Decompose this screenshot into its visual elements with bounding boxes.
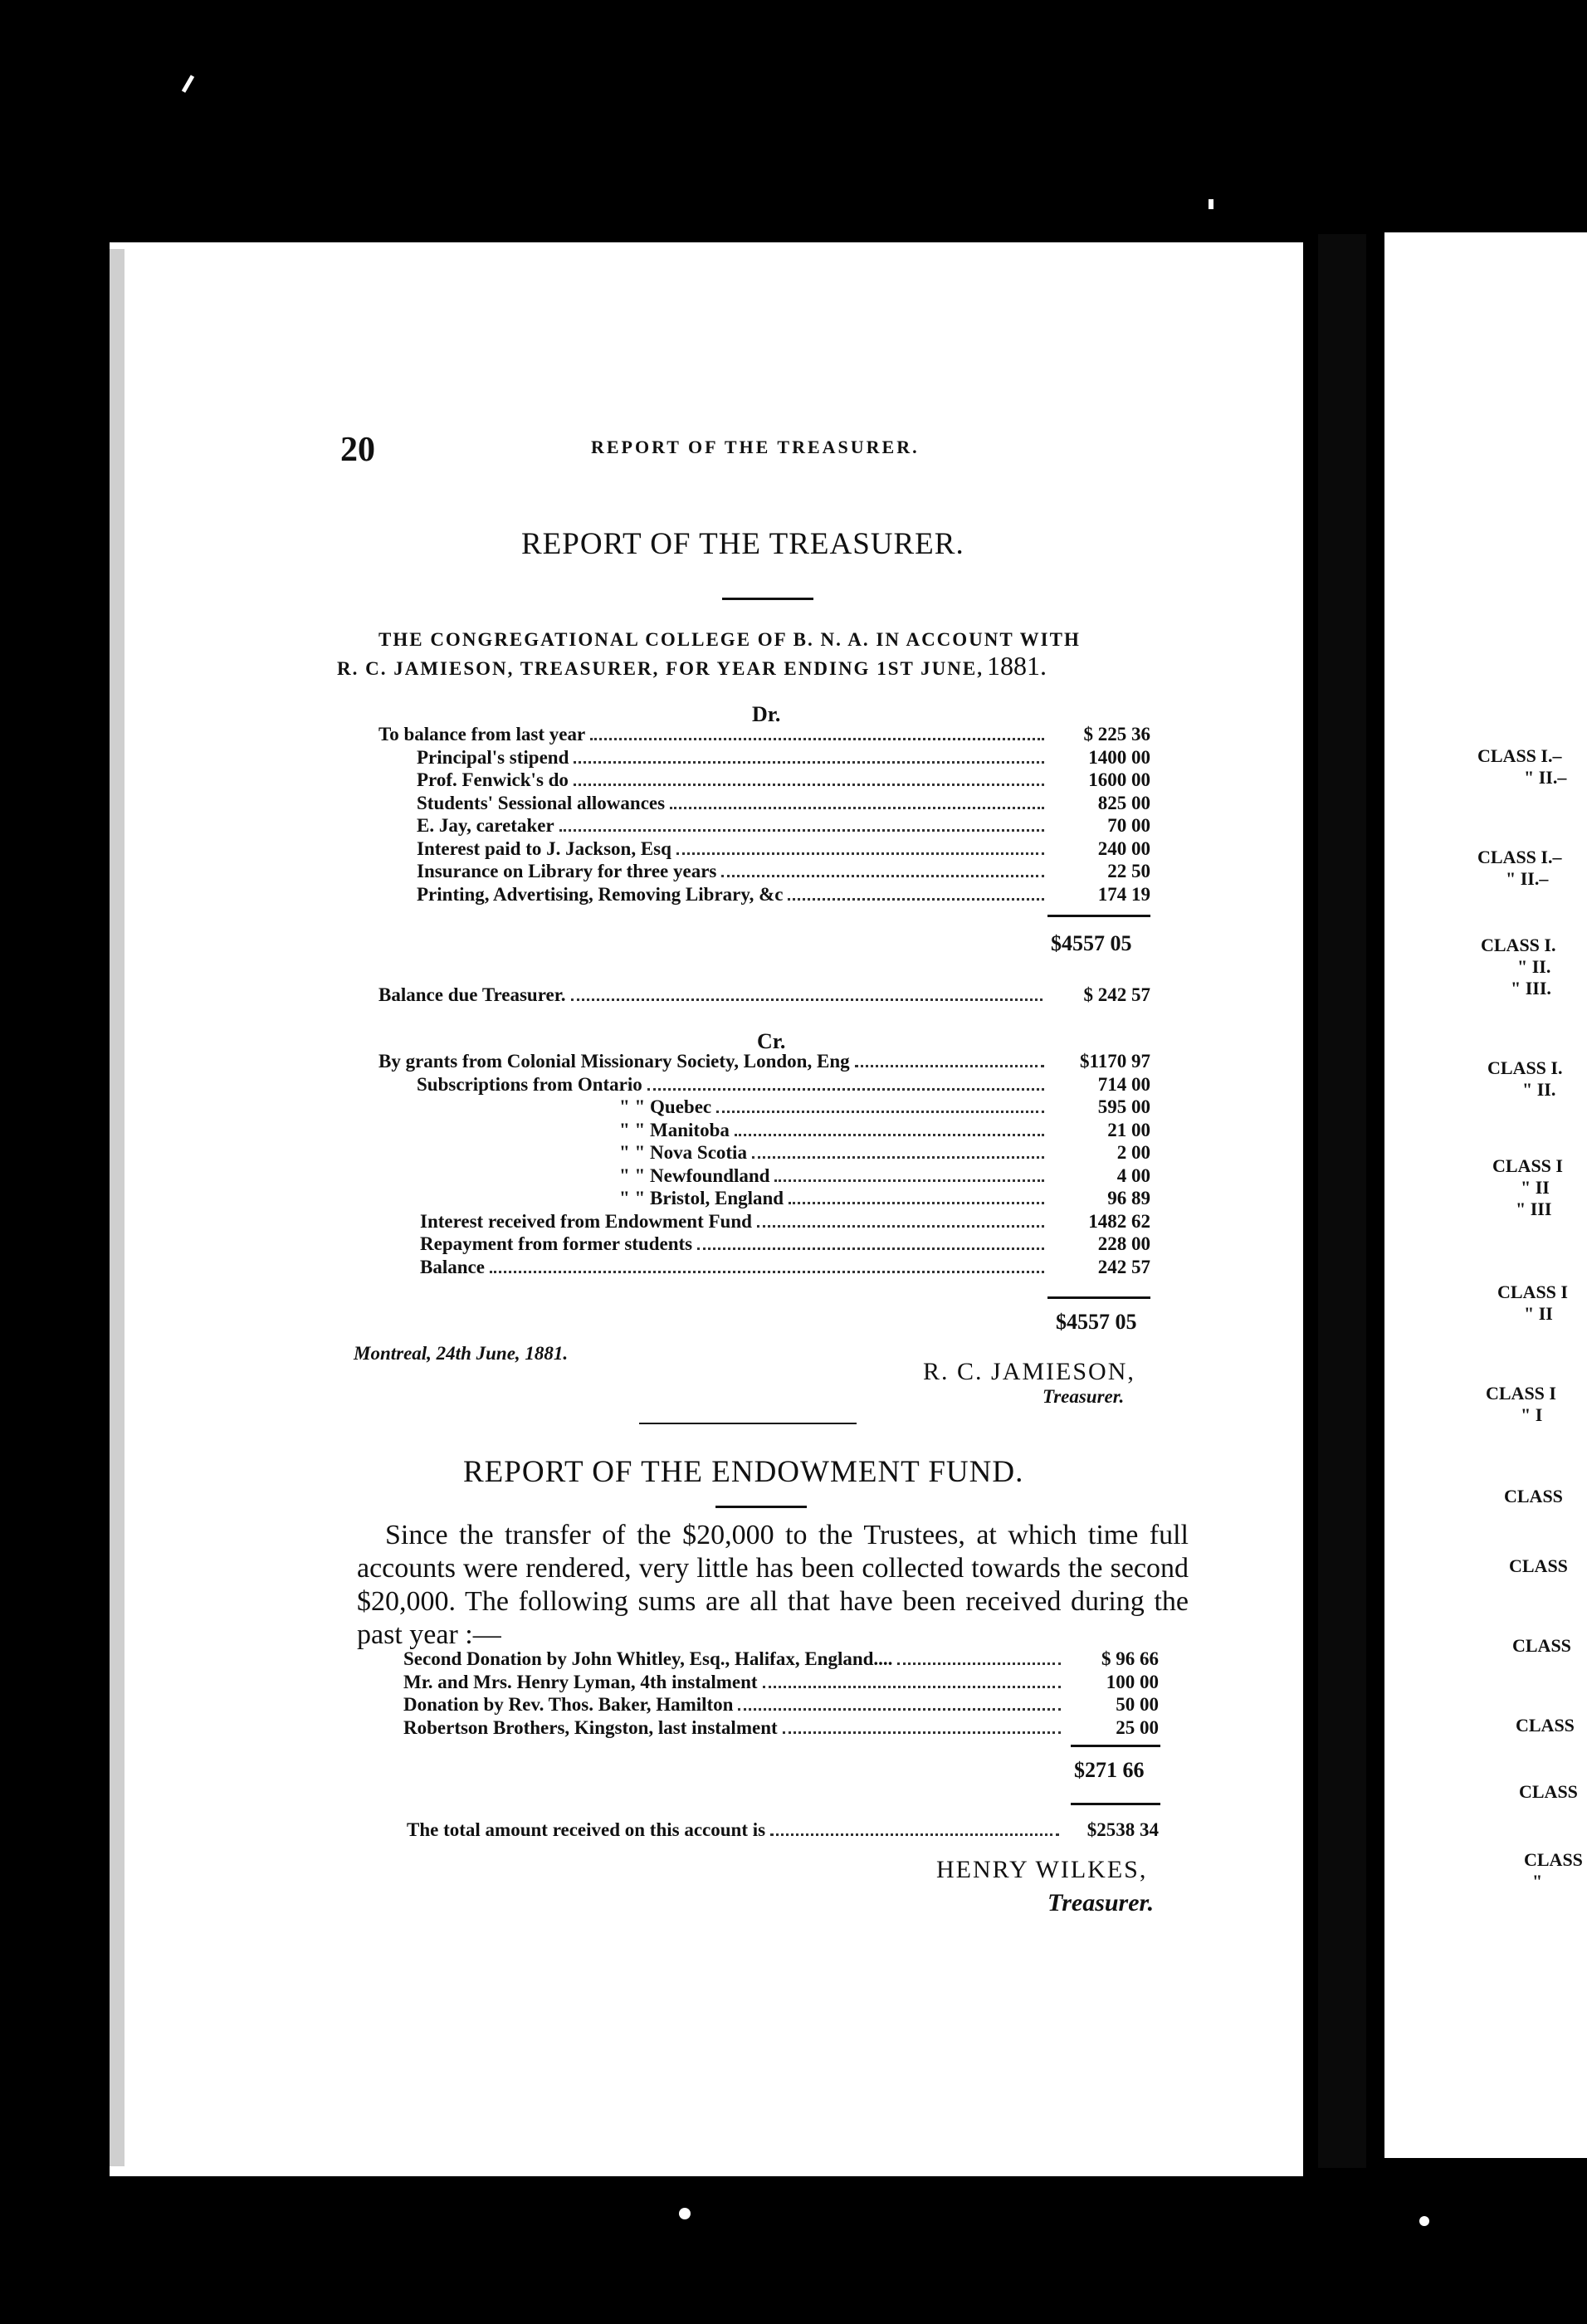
- facing-page-fragment: CLASS I.: [1481, 935, 1556, 955]
- ledger-label: Mr. and Mrs. Henry Lyman, 4th instalment: [403, 1671, 758, 1692]
- dot-leader: [716, 1111, 1044, 1113]
- dot-leader: [647, 1088, 1044, 1091]
- ledger-label: Principal's stipend: [417, 746, 569, 768]
- ledger-label: " " Quebec: [619, 1096, 712, 1117]
- endowment-total-row: [407, 1819, 1159, 1843]
- endowment-title-rule: [715, 1506, 807, 1508]
- ledger-amount: 714 00: [1097, 1073, 1150, 1095]
- ledger-label: Insurance on Library for three years: [417, 861, 717, 881]
- ledger-row: [378, 1142, 1150, 1165]
- ledger-row: [378, 1233, 1150, 1257]
- ledger-row: [407, 1819, 1159, 1843]
- treasurer-report-title: REPORT OF THE TREASURER.: [521, 527, 964, 561]
- dot-leader: [774, 1179, 1044, 1182]
- dot-leader: [855, 1065, 1044, 1067]
- ledger-amount: 1482 62: [1088, 1210, 1150, 1232]
- ledger-amount: 825 00: [1097, 792, 1150, 813]
- facing-page-fragment: CLASS I.: [1487, 1057, 1563, 1078]
- ledger-label: Prof. Fenwick's do: [417, 769, 569, 790]
- facing-page-fragment: " II: [1521, 1177, 1550, 1198]
- facing-page-fragment: " II: [1524, 1303, 1553, 1324]
- scan-speck: [182, 75, 194, 93]
- facing-page-fragment: " II.: [1522, 1079, 1556, 1100]
- ledger-label: Balance: [420, 1256, 485, 1277]
- facing-page-fragment: CLASS I.–: [1477, 745, 1562, 766]
- cr-total: $4557 05: [1056, 1310, 1137, 1334]
- endowment-total-label: The total amount received on this account is: [407, 1819, 766, 1840]
- ledger-label: " " Bristol, England: [619, 1188, 784, 1208]
- dot-leader: [574, 784, 1044, 786]
- ledger-label: Robertson Brothers, Kingston, last instalment: [403, 1716, 778, 1738]
- dot-leader: [590, 738, 1044, 740]
- debit-ledger: [378, 724, 1150, 906]
- cr-label: Cr.: [757, 1029, 786, 1053]
- endow-subtotal-rule: [1071, 1745, 1160, 1747]
- balance-row: [378, 984, 1150, 1008]
- ledger-label: " " Nova Scotia: [619, 1142, 747, 1163]
- dot-leader: [670, 807, 1044, 809]
- facing-page-fragment: " II.–: [1524, 767, 1567, 788]
- endow-subtotal: $271 66: [1074, 1758, 1145, 1782]
- ledger-amount: 96 89: [1107, 1188, 1150, 1208]
- facing-page-fragment: " III: [1516, 1199, 1552, 1219]
- account-subtitle-line2: [337, 651, 1047, 681]
- ledger-amount: 228 00: [1097, 1233, 1150, 1254]
- ledger-label: Second Donation by John Whitley, Esq., Halifax, England....: [403, 1648, 893, 1669]
- facing-page-fragment: CLASS I: [1486, 1383, 1556, 1404]
- title-rule: [722, 598, 813, 600]
- ledger-row: [378, 815, 1150, 838]
- balance-label: Balance due Treasurer.: [378, 984, 566, 1005]
- dot-leader: [752, 1156, 1044, 1159]
- book-gutter: [1318, 234, 1366, 2168]
- ledger-label: E. Jay, caretaker: [417, 815, 554, 836]
- ledger-row: [378, 1211, 1150, 1234]
- credit-ledger: [378, 1051, 1150, 1279]
- ledger-amount: 50 00: [1116, 1694, 1159, 1715]
- ledger-row: [378, 1051, 1150, 1074]
- ledger-amount: 21 00: [1107, 1119, 1150, 1140]
- endowment-ledger: [403, 1648, 1159, 1740]
- endowment-signature-title: Treasurer.: [1047, 1889, 1155, 1916]
- treasurer-signature-title: Treasurer.: [1043, 1386, 1125, 1407]
- dr-total-rule: [1047, 915, 1150, 917]
- facing-page-fragment: CLASS: [1524, 1849, 1583, 1870]
- ledger-amount: 242 57: [1097, 1256, 1150, 1277]
- ledger-amount: 25 00: [1116, 1716, 1159, 1738]
- dot-leader: [697, 1247, 1044, 1250]
- ledger-row: [378, 1165, 1150, 1189]
- scan-speck: [679, 2208, 691, 2219]
- endowment-signature-name: HENRY WILKES,: [936, 1856, 1148, 1883]
- endowment-paragraph: Since the transfer of the $20,000 to the Trustees, at which time full accounts were rendered, very little has been collected towards the second $20,000. The following sums are all that have been received during the past year :—: [357, 1520, 1189, 1650]
- scan-speck: [1209, 199, 1213, 209]
- dot-leader: [490, 1271, 1044, 1273]
- account-subtitle-line1: THE CONGREGATIONAL COLLEGE OF B. N. A. IN ACCOUNT WITH: [378, 629, 1081, 650]
- facing-page-fragment: CLASS: [1504, 1486, 1563, 1506]
- ledger-label: " " Newfoundland: [619, 1164, 770, 1186]
- endowment-report-title: REPORT OF THE ENDOWMENT FUND.: [463, 1455, 1024, 1489]
- ledger-row: [378, 984, 1150, 1008]
- ledger-row: [403, 1694, 1159, 1717]
- dot-leader: [738, 1708, 1061, 1711]
- dr-label: Dr.: [752, 702, 781, 726]
- place-date: Montreal, 24th June, 1881.: [354, 1343, 569, 1364]
- ledger-label: To balance from last year: [378, 724, 586, 745]
- ledger-amount: $ 225 36: [1083, 724, 1150, 745]
- facing-page-fragment: CLASS: [1516, 1715, 1575, 1736]
- ledger-amount: 100 00: [1106, 1671, 1159, 1692]
- dot-leader: [757, 1225, 1044, 1228]
- ledger-amount: 240 00: [1097, 837, 1150, 859]
- page-number: 20: [340, 431, 375, 469]
- ledger-amount: $ 96 66: [1101, 1648, 1159, 1669]
- facing-page-fragment: CLASS: [1512, 1635, 1571, 1656]
- dot-leader: [788, 898, 1044, 901]
- ledger-label: " " Manitoba: [619, 1119, 730, 1140]
- ledger-row: [378, 747, 1150, 770]
- ledger-label: Interest paid to J. Jackson, Esq: [417, 837, 671, 859]
- facing-page-fragment: " I: [1521, 1404, 1543, 1425]
- dot-leader: [559, 829, 1044, 832]
- running-head: REPORT OF THE TREASURER.: [591, 437, 920, 457]
- dot-leader: [721, 875, 1044, 877]
- ledger-label: Students' Sessional allowances: [417, 792, 666, 813]
- facing-page-fragment: CLASS I: [1497, 1282, 1568, 1302]
- facing-page-fragment: " II.: [1517, 956, 1551, 977]
- ledger-amount: $1170 97: [1080, 1051, 1150, 1072]
- cr-total-rule: [1047, 1296, 1150, 1299]
- ledger-amount: 22 50: [1107, 861, 1150, 881]
- ledger-label: Donation by Rev. Thos. Baker, Hamilton: [403, 1694, 734, 1715]
- ledger-amount: 2 00: [1116, 1142, 1150, 1163]
- facing-page-fragment: " III.: [1511, 978, 1551, 998]
- ledger-label: By grants from Colonial Missionary Society, London, Eng: [378, 1051, 850, 1072]
- ledger-row: [378, 884, 1150, 907]
- dot-leader: [571, 998, 1043, 1001]
- dot-leader: [770, 1833, 1059, 1836]
- ledger-row: [378, 838, 1150, 862]
- ledger-amount: 4 00: [1116, 1164, 1150, 1186]
- ledger-amount: 1400 00: [1088, 746, 1150, 768]
- ledger-label: Subscriptions from Ontario: [417, 1073, 642, 1095]
- ledger-row: [378, 793, 1150, 816]
- endowment-total-amount: $2538 34: [1086, 1819, 1159, 1840]
- facing-page-fragment: CLASS: [1509, 1555, 1568, 1576]
- ledger-amount: 174 19: [1097, 883, 1150, 905]
- ledger-row: [378, 861, 1150, 884]
- dot-leader: [789, 1202, 1044, 1204]
- ledger-row: [378, 1096, 1150, 1120]
- treasurer-signature-name: R. C. JAMIESON,: [923, 1358, 1135, 1385]
- balance-amount: $ 242 57: [1083, 984, 1150, 1005]
- ledger-row: [378, 1188, 1150, 1211]
- dr-total: $4557 05: [1051, 931, 1132, 955]
- ledger-row: [403, 1672, 1159, 1695]
- ledger-row: [378, 1120, 1150, 1143]
- ledger-row: [378, 769, 1150, 793]
- account-subtitle-text: R. C. JAMIESON, TREASURER, FOR YEAR ENDING 1ST JUNE,: [337, 658, 984, 679]
- section-divider: [639, 1423, 857, 1424]
- dot-leader: [735, 1134, 1044, 1136]
- account-year: 1881.: [986, 651, 1047, 681]
- facing-page-fragment: " II.–: [1506, 868, 1549, 889]
- ledger-row: [378, 1257, 1150, 1280]
- ledger-row: [403, 1717, 1159, 1741]
- endow-total-rule: [1071, 1803, 1160, 1805]
- ledger-row: [378, 724, 1150, 747]
- ledger-row: [403, 1648, 1159, 1672]
- facing-page-fragment: CLASS I.–: [1477, 847, 1562, 867]
- facing-page-fragment: ": [1532, 1871, 1543, 1892]
- scan-speck: [1419, 2216, 1429, 2226]
- ledger-label: Interest received from Endowment Fund: [420, 1210, 752, 1232]
- dot-leader: [763, 1686, 1061, 1688]
- dot-leader: [676, 852, 1044, 855]
- facing-page-fragment: CLASS I: [1492, 1155, 1563, 1176]
- facing-page-fragment: CLASS: [1519, 1781, 1578, 1802]
- ledger-amount: 1600 00: [1088, 769, 1150, 790]
- ledger-label: Repayment from former students: [420, 1233, 693, 1254]
- ledger-amount: 70 00: [1107, 815, 1150, 836]
- ledger-amount: 595 00: [1097, 1096, 1150, 1117]
- dot-leader: [783, 1731, 1061, 1734]
- ledger-label: Printing, Advertising, Removing Library, &c: [417, 883, 784, 905]
- page-edge-shadow: [110, 249, 125, 2166]
- ledger-row: [378, 1074, 1150, 1097]
- dot-leader: [897, 1662, 1061, 1665]
- dot-leader: [574, 761, 1044, 764]
